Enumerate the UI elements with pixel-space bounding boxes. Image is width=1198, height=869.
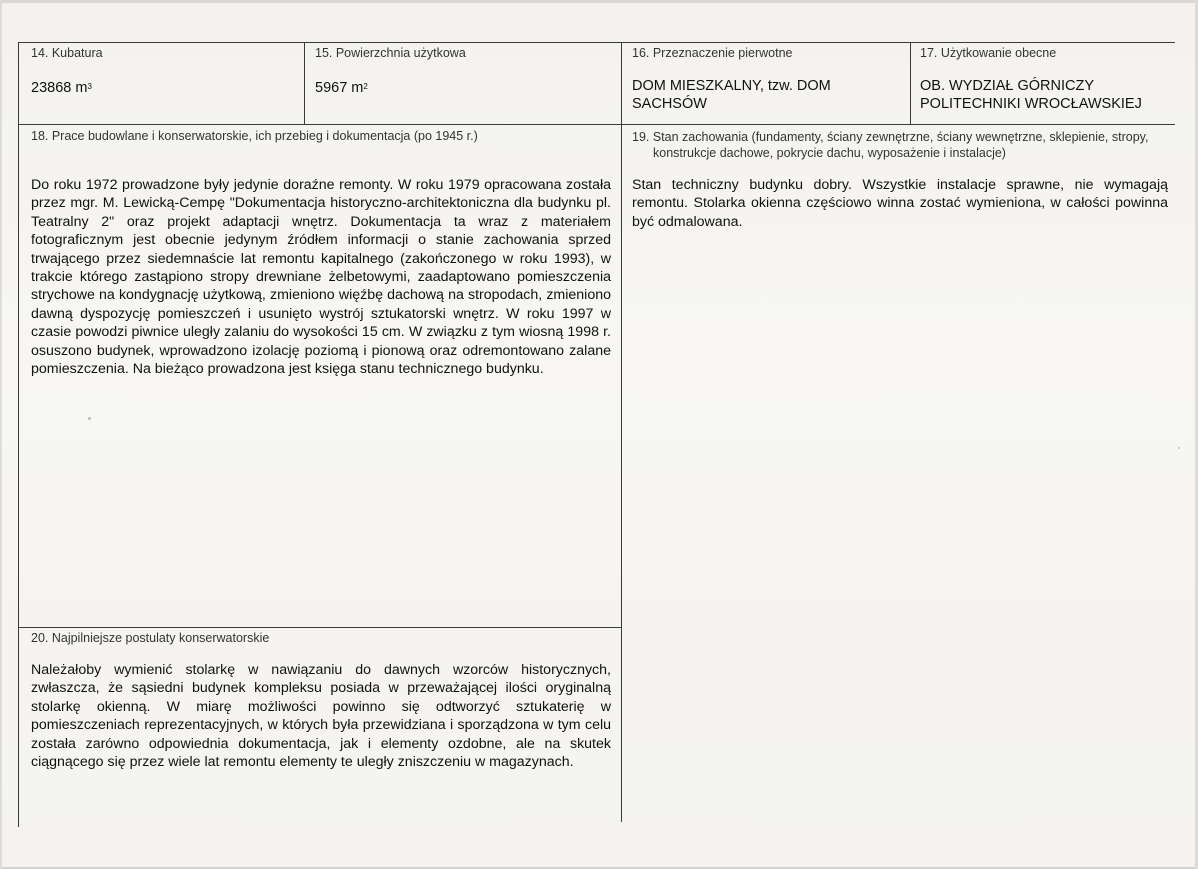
field-16-label: 16. Przeznaczenie pierwotne [632,46,793,60]
field-18-label: 18. Prace budowlane i konserwatorskie, ich przebieg i dokumentacja (po 1945 r.) [31,129,478,143]
card-edge-top [0,0,1198,3]
field-14-label: 14. Kubatura [31,46,103,60]
field-15-label: 15. Powierzchnia użytkowa [315,46,466,60]
field-18-text: Do roku 1972 prowadzone były jedynie doraźne remonty. W roku 1979 opracowana została przez mgr. M. Lewicką-Cempę "Dokumentacja historyczno-architektoniczna dla budynku pl. Teatralny 2" oraz projekt adaptacji wnętrz. Dokumentacja ta wraz z materiałem fotograficznym jest obecnie jedynym źródłem informacji o stanie zachowania sprzed trwającego przez siedemnaście lat remontu kapitalnego (zakończonego w roku 1993), w trakcie którego zastąpiono stropy drewniane żelbetowymi, zaadaptowano pomieszczenia strychowe na kondygnację użytkową, zmieniono więźbę dachową na stropodach, zmieniono dawną dyspozycję pomieszczeń i usunięto wystrój sztukatorski wnętrz. W roku 1997 w czasie powodzi piwnice uległy zalaniu do wysokości 15 cm. W związku z tym wiosną 1998 r. osuszono budynek, wprowadzono izolację poziomą i pionową oraz odremontowano zalane pomieszczenia. Na bieżąco prowadzona jest księga stanu technicznego budynku. [31,177,611,378]
paper-speck [1178,447,1180,449]
field-17-label: 17. Użytkowanie obecne [920,46,1057,60]
paper-speck [88,417,91,420]
field-16-value: DOM MIESZKALNY, tzw. DOM SACHSÓW [632,78,831,112]
center-divider [621,42,622,822]
row2-left-bottom-rule [18,627,621,628]
top-rule [18,42,1175,43]
card-edge-left [0,0,2,869]
field-20-text: Należałoby wymienić stolarkę w nawiązaniu do dawnych wzorców historycznych, zwłaszcza, że sąsiedni budynek kompleksu posiada w przeważającej ilości oryginalną stolarkę okienną. W miarę możliwości powinno się odtworzyć sztukaterię w pomieszczeniach reprezentacyjnych, w których była przewidziana i sporządzona w tym celu została zarówno odpowiednia dokumentacja, jak i elementy ozdobne, ale na skutek ciągnącego się przez wiele lat remontu elementy te uległy zniszczeniu w magazynach. [31,662,611,771]
field-19-label: 19. Stan zachowania (fundamenty, ściany zewnętrzne, ściany wewnętrzne, sklepienie, stropy, konstrukcje dachowe, pokrycie dachu, wyposażenie i instalacje) [632,130,1149,160]
divider-14-15 [304,42,305,124]
divider-16-17 [910,42,911,124]
field-20-label: 20. Najpilniejsze postulaty konserwatorskie [31,631,270,645]
field-17-value: OB. WYDZIAŁ GÓRNICZY POLITECHNIKI WROCŁAWSKIEJ [920,78,1142,112]
left-border [18,42,19,827]
field-15-value: 5967 $m^2$ [315,80,368,96]
field-14-value: 23868 $m^3$ [31,80,92,96]
row1-bottom-rule [18,124,1175,125]
field-19-text: Stan techniczny budynku dobry. Wszystkie instalacje sprawne, nie wymagają remontu. Stolarka okienna częściowo winna zostać wymieniona, w całości powinna być odmalowana. [632,177,1168,230]
